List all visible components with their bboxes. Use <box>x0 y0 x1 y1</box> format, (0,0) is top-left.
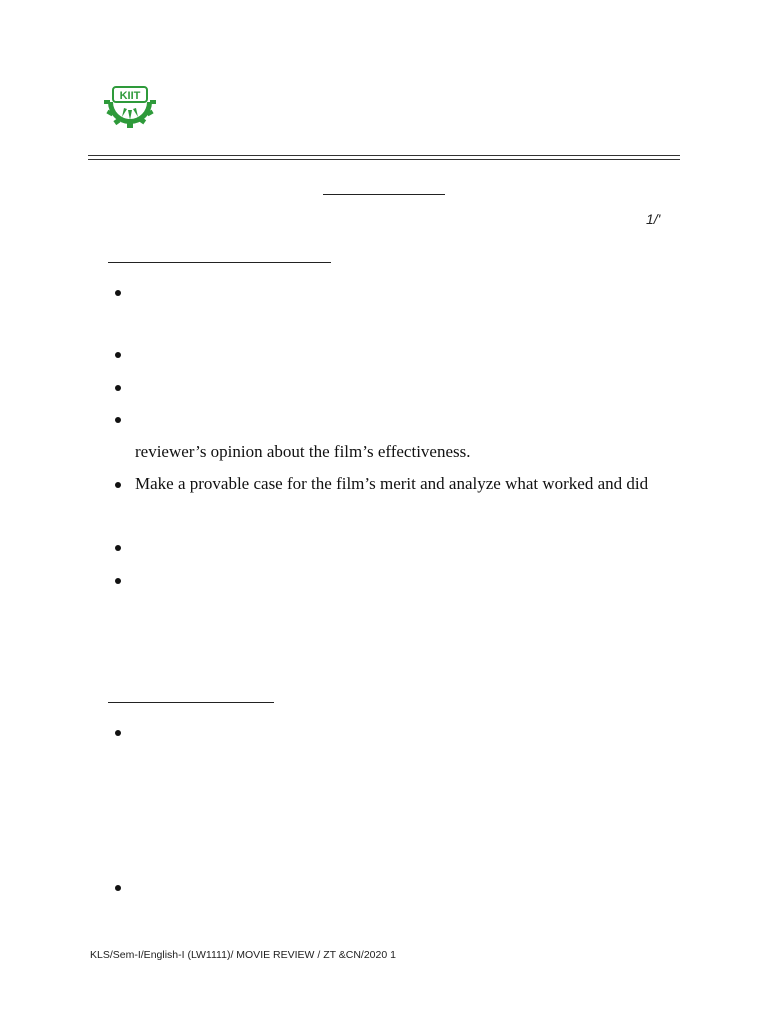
header-rule-bottom <box>88 159 680 160</box>
bullet <box>115 578 121 584</box>
list-item: Make a provable case for the film’s merit and analyze what worked and did <box>135 474 649 493</box>
bullet <box>115 352 121 358</box>
title-underline <box>323 194 445 195</box>
bullet <box>115 730 121 736</box>
bullet <box>115 385 121 391</box>
bullet <box>115 417 121 423</box>
page-footer: KLS/Sem-I/English-I (LW1111)/ MOVIE REVIEW / ZT &CN/2020 1 <box>90 949 396 961</box>
bullet <box>115 290 121 296</box>
bullet <box>115 482 121 488</box>
section-heading-underline <box>108 702 274 703</box>
logo-lettering: KIIT <box>119 90 141 102</box>
list-item-continuation: reviewer’s opinion about the film’s effectiveness. <box>135 442 471 461</box>
bullet <box>115 545 121 551</box>
bullet <box>115 885 121 891</box>
kiit-logo <box>102 84 158 130</box>
section-heading-underline <box>108 262 331 263</box>
header-rule-top <box>88 155 680 156</box>
page-mark: 1/' <box>646 211 661 227</box>
